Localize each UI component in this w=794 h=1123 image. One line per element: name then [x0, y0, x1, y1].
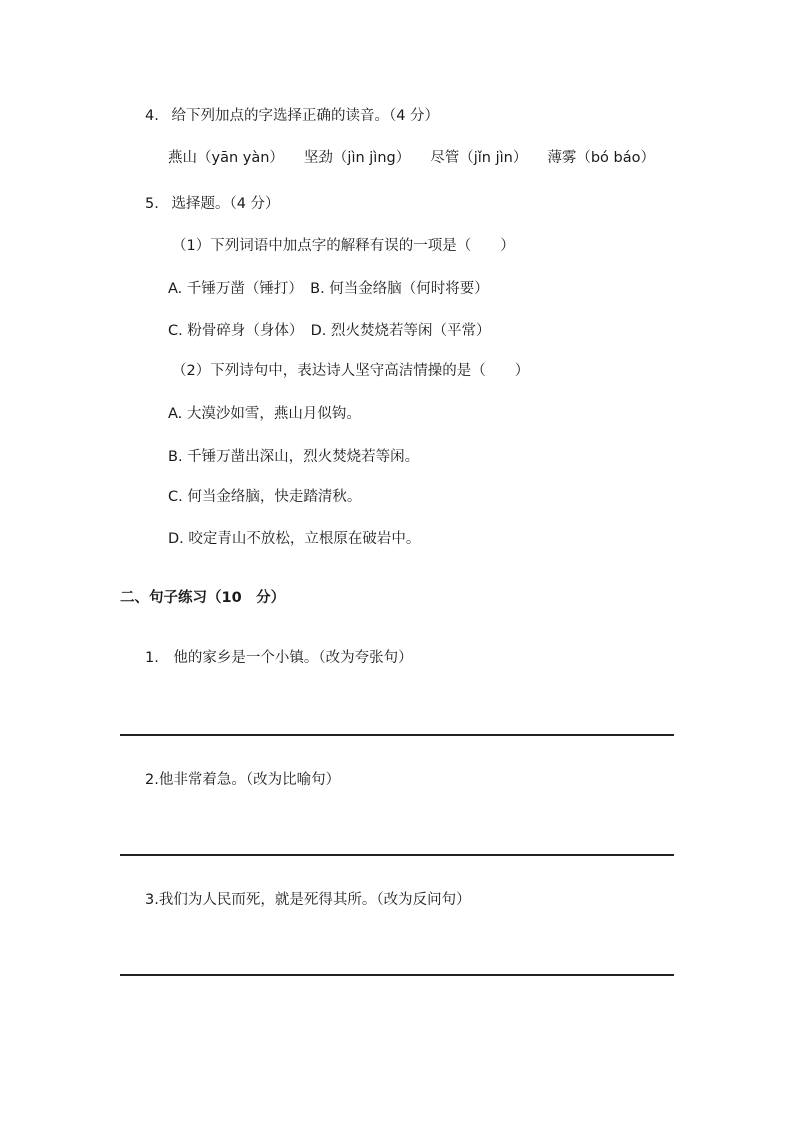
- sentence-item-2: 2.他非常着急。（改为比喻句）: [145, 772, 341, 788]
- q5-sub2-option-d: D. 咬定青山不放松，立根原在破岩中。: [168, 531, 421, 547]
- q5-sub1-row2: C. 粉骨碎身（身体） D. 烈火焚烧若等闲（平常）: [168, 323, 491, 339]
- q4-options: [168, 148, 655, 168]
- answer-line-1[interactable]: [120, 734, 674, 736]
- q5-prompt: [145, 194, 280, 214]
- q5-number: 5.: [145, 196, 159, 212]
- q4-prompt-text: 给下列加点的字选择正确的读音。（4 分）: [171, 108, 440, 124]
- q5-sub2-option-a: A. 大漠沙如雪，燕山月似钩。: [168, 406, 361, 422]
- q5-sub1-stem: （1）下列词语中加点字的解释有误的一项是（ ）: [172, 238, 515, 254]
- answer-line-2[interactable]: [120, 854, 674, 856]
- q4-option-2: 坚劲（jìn jìng）: [303, 150, 411, 166]
- q5-prompt-text: 选择题。（4 分）: [171, 196, 280, 212]
- q4-option-1: 燕山（yān yàn）: [168, 150, 284, 166]
- q5-sub2-stem: （2）下列诗句中，表达诗人坚守高洁情操的是（ ）: [172, 363, 530, 379]
- q4-option-3: 尽管（jǐn jìn）: [430, 150, 528, 166]
- q5-sub2-option-b: B. 千锤万凿出深山，烈火焚烧若等闲。: [168, 449, 420, 465]
- section2-title: 二、句子练习（10 分）: [120, 590, 286, 606]
- q4-number: 4.: [145, 108, 159, 124]
- q4-prompt: [145, 106, 439, 126]
- q5-sub2-option-c: C. 何当金络脑，快走踏清秋。: [168, 489, 362, 505]
- sentence-item-1: 1. 他的家乡是一个小镇。（改为夸张句）: [145, 650, 413, 666]
- q5-sub1-row1: A. 千锤万凿（锤打） B. 何当金络脑（何时将要）: [168, 281, 489, 297]
- sentence-item-3: 3.我们为人民而死，就是死得其所。（改为反问句）: [145, 892, 471, 908]
- answer-line-3[interactable]: [120, 974, 674, 976]
- q4-option-4: 薄雾（bó báo）: [547, 150, 655, 166]
